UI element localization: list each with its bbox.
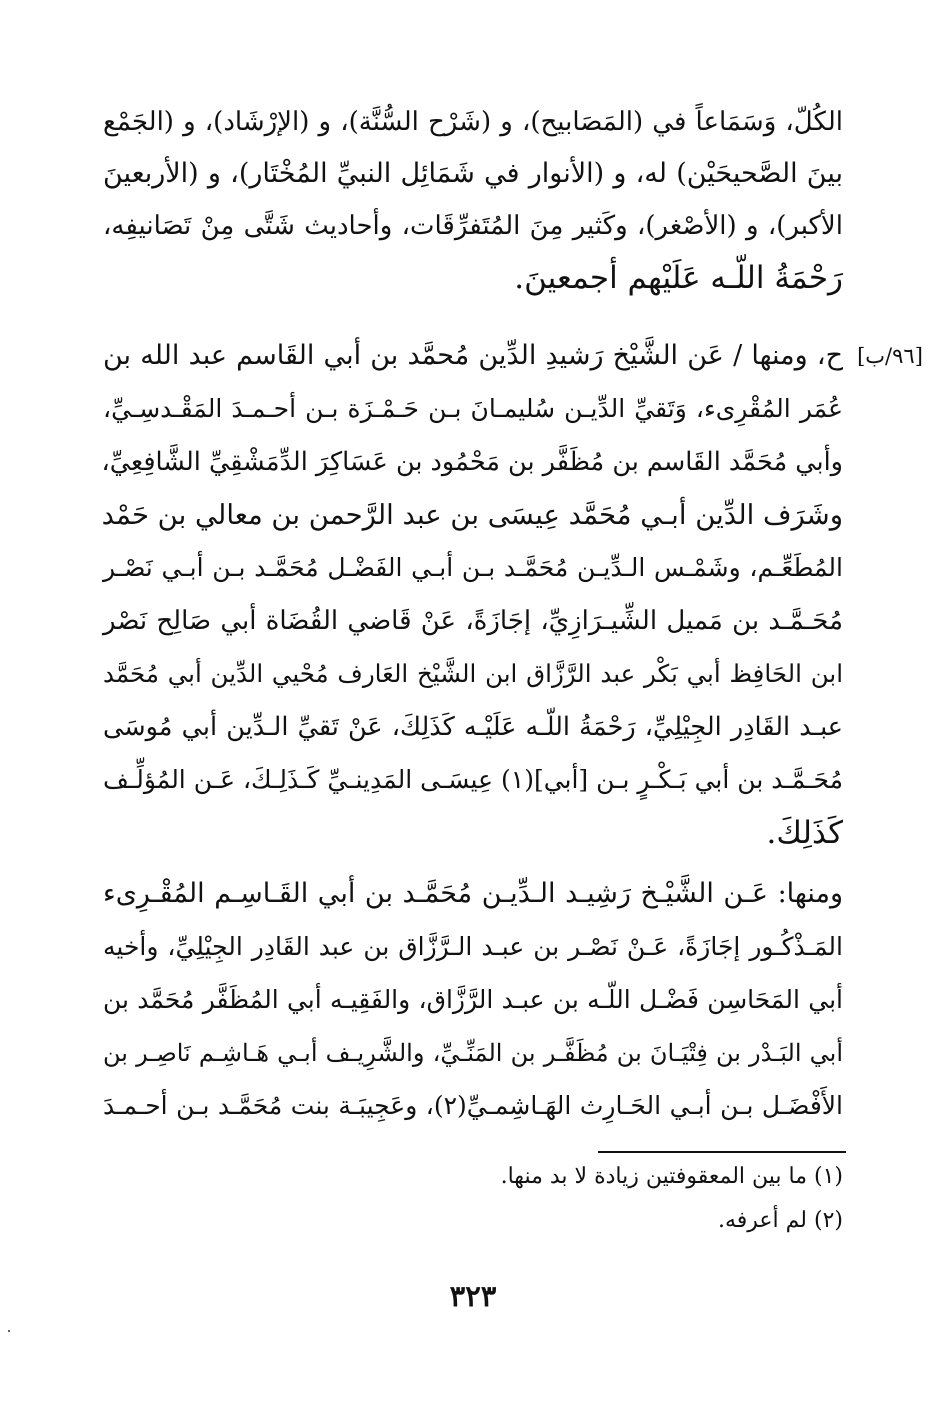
paragraph-3-line-4: أبي البَـدْر بن فِتْيَـانَ بن مُظَفَّـر بن المَنِّـيِّ، والشَّرِيـف أبـي هَـاشِـم نَاصِـر بن <box>103 1039 843 1067</box>
page-number: ٣٢٣ <box>449 1279 497 1313</box>
paragraph-1-line-4: رَحْمَةُ اللّـه عَلَيْهم أجمعينَ. <box>514 260 843 296</box>
paragraph-1-line-1: الكُلّ، وَسَمَاعاً في (المَصَابيح)، و (شَرْح السُّنَّة)، و (الإرْشَاد)، و (الجَمْع <box>103 107 843 137</box>
paragraph-2-line-4: وشَرَف الدِّين أبـي مُحَمَّد عِيسَى بن عبد الرَّحمن بن معالي بن حَمْد <box>101 499 843 531</box>
scan-speck <box>8 1330 10 1332</box>
footnote-1: (١) ما بين المعقوفتين زيادة لا بد منها. <box>500 1164 843 1189</box>
paragraph-2-line-1: ح، ومنها / عَن الشَّيْخ رَشيدِ الدِّين مُحمَّد بن أبي القَاسم عبد الله بن <box>103 340 843 371</box>
paragraph-2-line-3: وأبي مُحَمَّد القَاسم بن مُظَفَّر بن مَحْمُود بن عَسَاكِرَ الدِّمَشْقِيِّ الشَّافِعِيِّ، <box>101 447 843 477</box>
footnote-separator <box>598 1151 846 1153</box>
paragraph-3-line-2: المَـذْكُـور إجَازَةً، عَـنْ نَصْـر بن عبـد الـرَّزَّاق بن عبد القَادِر الجِيْلِيِّ، وأخيه <box>103 932 843 961</box>
paragraph-1-line-3: الأكبر)، و (الأصْغر)، وكَثير مِنَ المُتَفرِّقَات، وأحاديث شَتَّى مِنْ تَصَانيفِه، <box>103 211 843 241</box>
manuscript-folio-reference: [٩٦/ب] <box>857 344 923 368</box>
paragraph-1-line-2: بينَ الصَّحيحَيْن) له، و (الأنوار في شَمَائِل النبيِّ المُخْتَار)، و (الأربعينَ <box>103 158 843 189</box>
paragraph-2-line-7: ابن الحَافِظ أبي بَكْر عبد الرَّزَّاق ابن الشَّيْخ العَارف مُحْيي الدِّين أبي مُحَمَّد <box>103 659 843 688</box>
paragraph-2-line-6: مُحَـمَّـد بن مَميل الشِّيـرَازِيِّ، إجَازَةً، عَنْ قَاضي القُضَاة أبي صَالِح نَصْر <box>103 606 843 636</box>
footnote-2: (٢) لم أعرفه. <box>717 1208 843 1233</box>
paragraph-2-line-5: المُطَعِّـم، وشَمْـس الـدِّيـن مُحَمَّـد بـن أبـي الفَضْـل مُحَمَّـد بـن أبـي نَصْـر <box>103 553 843 582</box>
paragraph-3-line-3: أبي المَحَاسِن فَضْـل اللّـه بن عبـد الرَّزَّاق، والفَقِيـه أبي المُظَفَّر مُحَمَّد بن <box>103 985 843 1014</box>
paragraph-2-line-9: مُحَـمَّـد بن أبي بَـكْـرٍ بـن [أبي](١) عِيسَـى المَدِينـيِّ كَـذَلِـكَ، عَـن المُؤلِّـف <box>103 765 843 794</box>
paragraph-2-line-2: عُمَر المُقْرِىء، وَتَقيِّ الدِّيـن سُليمـانَ بـن حَـمْـزَة بـن أحـمـدَ المَقْـدسِـيِّ، <box>103 394 843 423</box>
paragraph-2-line-10: كَذَلِكَ. <box>766 815 843 851</box>
paragraph-2-line-8: عبـد القَادِر الجِيْلِيِّ، رَحْمَةُ اللّـه عَلَيْـه كَذَلِكَ، عَنْ تَقيِّ الـدِّين أبي مُوسَى <box>103 712 843 742</box>
paragraph-3-line-1: ومنها: عَـن الشَّيْـخ رَشِيـد الـدِّيـن مُحَمَّـد بن أبي القَـاسِـم المُقْـرِىء <box>103 878 843 909</box>
paragraph-3-line-5: الأَفْضَـل بـن أبـي الحَـارِث الهَـاشِمـيِّ(٢)، وعَجِيبَـة بنت مُحَمَّـد بـن أحـمـدَ <box>103 1091 843 1120</box>
